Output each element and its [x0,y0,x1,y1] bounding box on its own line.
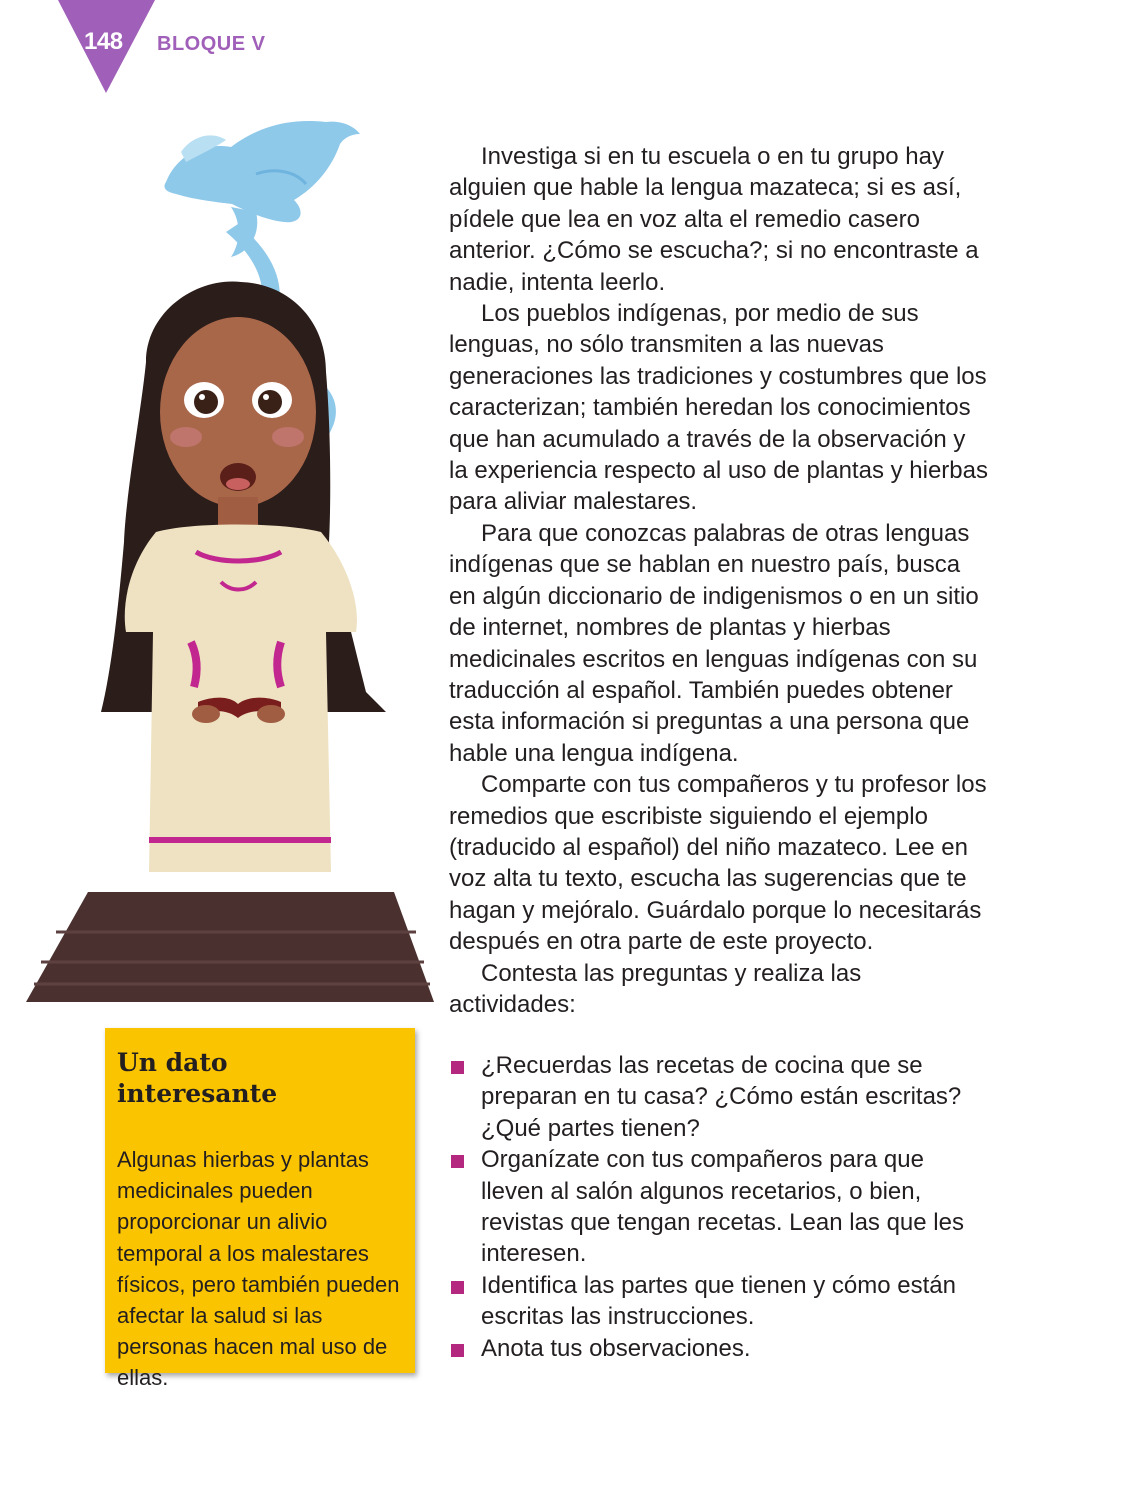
list-item-text: Identifica las partes que tienen y cómo están escritas las instrucciones. [481,1271,956,1331]
dress [125,525,357,873]
paragraph: Investiga si en tu escuela o en tu grupo hay alguien que hable la lengua mazateca; si es así, pídele que lea en voz alta el remedio casero anterior. ¿Cómo se escucha?; si no encontraste a nadie, intenta leerlo. [449,143,979,296]
fact-box-title-line: Un dato [117,1048,228,1077]
list-item [449,1144,989,1270]
square-bullet-icon [451,1155,464,1168]
page-number: 148 [84,28,123,55]
fact-box-title [117,1047,407,1109]
list-item-text: ¿Recuerdas las recetas de cocina que se preparan en tu casa? ¿Cómo están escritas? ¿Qué partes tienen? [481,1052,962,1142]
body-text [449,141,989,1020]
fact-box-text: Algunas hierbas y plantas medicinales pueden proporcionar un alivio temporal a los malestares físicos, pero también pueden afectar la salud si las personas hacen mal uso de ellas. [117,1147,400,1391]
paragraph: Comparte con tus compañeros y tu profesor los remedios que escribiste siguiendo el ejemplo (traducido al español) del niño mazateco. Lee en voz alta tu texto, escucha las sugerencias que te hagan y mejóralo. Guárdalo porque lo necesitarás después en otra parte de este proyecto. [449,771,987,956]
fact-box [105,1028,415,1391]
paragraph: Para que conozcas palabras de otras lenguas indígenas que se hablan en nuestro país, busca en algún diccionario de indigenismos o en un sitio de internet, nombres de plantas y hierbas medicinales escritos en lenguas indígenas con su traducción al español. También puedes obtener esta información si preguntas a una persona que hable una lengua indígena. [449,519,979,767]
paragraph: Contesta las preguntas y realiza las actividades: [449,959,862,1018]
square-bullet-icon [451,1061,464,1074]
dove-icon [164,121,360,257]
list-item [449,1050,989,1144]
paragraph: Los pueblos indígenas, por medio de sus lenguas, no sólo transmiten a las nuevas generaciones las tradiciones y costumbres que los caracterizan; también heredan los conocimientos que han acumulado a través de la observación y la experiencia respecto al uso de plantas y hierbas para aliviar malestares. [449,300,988,516]
square-bullet-icon [451,1281,464,1294]
corner-tab-triangle [0,0,160,100]
activities-list [449,1050,989,1364]
girl-with-dove-illustration [26,112,434,1008]
list-item-text: Anota tus observaciones. [481,1334,751,1362]
list-item-text: Organízate con tus compañeros para que lleven al salón algunos recetarios, o bien, revistas que tengan recetas. Lean las que les interesen. [481,1146,964,1268]
list-item [449,1270,989,1333]
fact-box-title-line: interesante [117,1079,278,1108]
square-bullet-icon [451,1344,464,1357]
block-label: BLOQUE V [157,33,266,55]
list-item [449,1333,989,1364]
